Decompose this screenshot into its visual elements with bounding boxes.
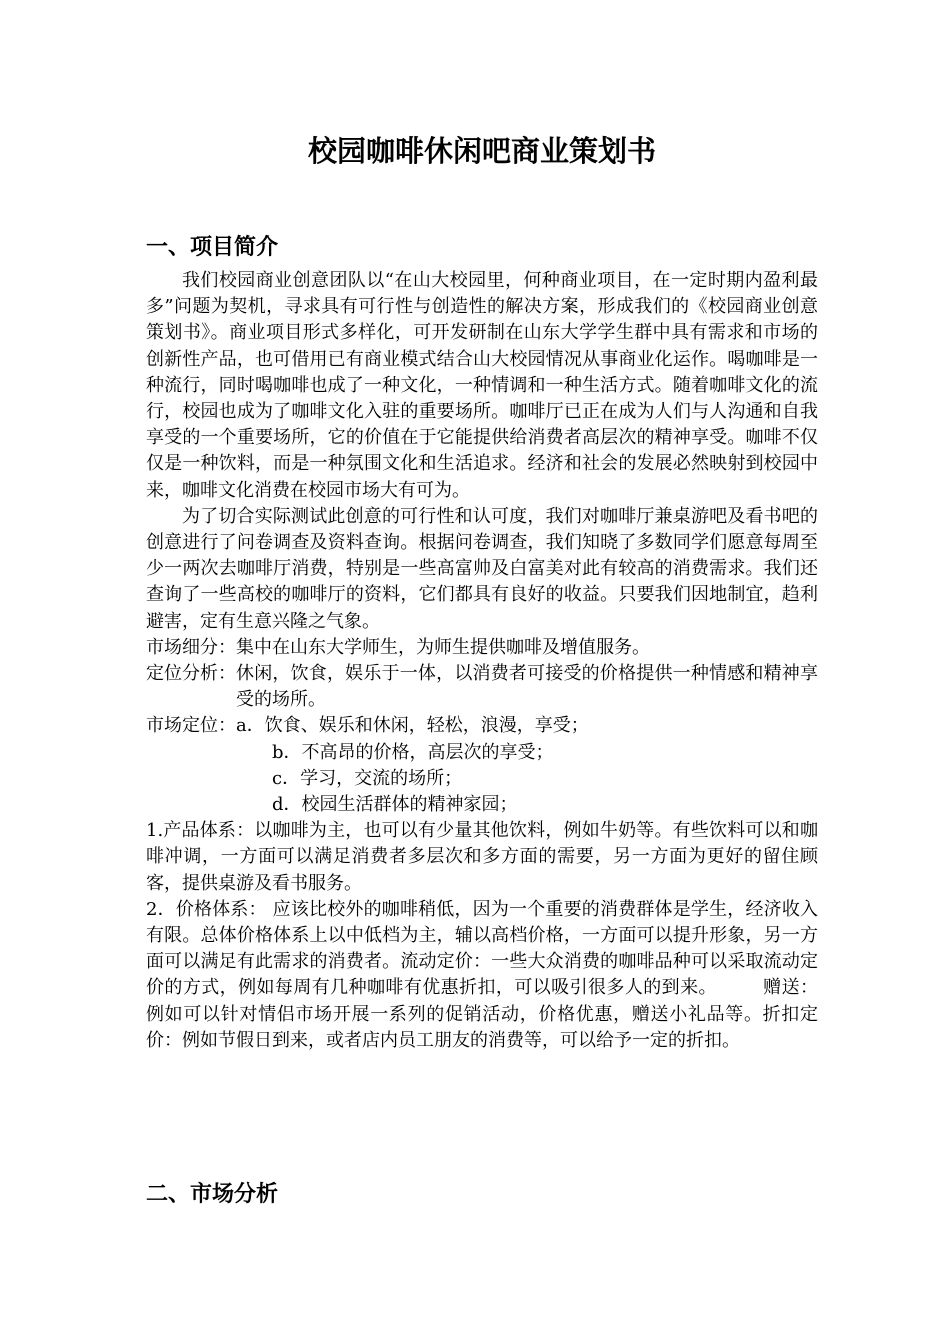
positioning-analysis-line — [146, 661, 818, 713]
intro-paragraph: 我们校园商业创意团队以“在山大校园里，何种商业项目，在一定时期内盈利最多”问题为契机，寻求具有可行性与创造性的解决方案，形成我们的《校园商业创意策划书》。商业项目形式多样化，可开发研制在山东大学学生群中具有需求和市场的创新性产品，也可借用已有商业模式结合山大校园情况从事商业化运作。喝咖啡是一种流行，同时喝咖啡也成了一种文化，一种情调和一种生活方式。随着咖啡文化的流行，校园也成为了咖啡文化入驻的重要场所。咖啡厅已正在成为人们与人沟通和自我享受的一个重要场所，它的价值在于它能提供给消费者高层次的精神享受。咖啡不仅仅是一种饮料，而是一种氛围文化和生活追求。经济和社会的发展必然映射到校园中来，咖啡文化消费在校园市场大有可为。 — [146, 270, 818, 501]
product-system-paragraph: 1.产品体系：以咖啡为主，也可以有少量其他饮料，例如牛奶等。有些饮料可以和咖啡冲调，一方面可以满足消费者多层次和多方面的需要，另一方面为更好的留住顾客，提供桌游及看书服务。 — [146, 820, 818, 894]
market-positioning-item-a: a．饮食、娱乐和休闲，轻松，浪漫，享受； — [236, 715, 589, 737]
market-positioning-item-b: b．不高昂的价格，高层次的享受； — [272, 741, 554, 763]
price-system-paragraph: 2．价格体系： 应该比校外的咖啡稍低，因为一个重要的消费群体是学生，经济收入有限。总体价格体系上以中低档为主，辅以高档价格，一方面可以提升形象，另一方面可以满足有此需求的消费者。流动定价：一些大众消费的咖啡品种可以采取流动定价的方式，例如每周有几种咖啡有优惠折扣，可以吸引很多人的到来。 赠送：例如可以针对情侣市场开展一系列的促销活动，价格优惠，赠送小礼品等。折扣定价：例如节假日到来，或者店内员工朋友的消费等，可以给予一定的折扣。 — [146, 898, 818, 1051]
market-positioning-item-c: c．学习，交流的场所； — [272, 767, 463, 789]
market-segmentation-text: 集中在山东大学师生，为师生提供咖啡及增值服务。 — [236, 636, 650, 658]
market-positioning-label: 市场定位： — [146, 715, 236, 737]
market-positioning-item-d: d．校园生活群体的精神家园； — [272, 794, 518, 816]
document-title: 校园咖啡休闲吧商业策划书 — [307, 134, 656, 168]
document-page — [146, 0, 818, 1344]
market-segmentation-line — [146, 635, 818, 661]
positioning-analysis-label: 定位分析： — [146, 663, 236, 685]
positioning-analysis-text: 休闲，饮食，娱乐于一体，以消费者可接受的价格提供一种情感和精神享受的场所。 — [236, 663, 818, 711]
section-heading-project-intro: 一、项目简介 — [146, 235, 279, 260]
section-body-project-intro — [146, 268, 818, 1054]
survey-paragraph: 为了切合实际测试此创意的可行性和认可度，我们对咖啡厅兼桌游吧及看书吧的创意进行了问卷调查及资料查询。根据问卷调查，我们知晓了多数同学们愿意每周至少一两次去咖啡厅消费，特别是一些高富帅及白富美对此有较高的消费需求。我们还查询了一些高校的咖啡厅的资料，它们都具有良好的收益。只要我们因地制宜，趋利避害，定有生意兴隆之气象。 — [146, 505, 818, 632]
market-positioning-line — [146, 713, 818, 739]
market-segmentation-label: 市场细分： — [146, 636, 236, 658]
section-heading-market-analysis: 二、市场分析 — [146, 1182, 279, 1207]
